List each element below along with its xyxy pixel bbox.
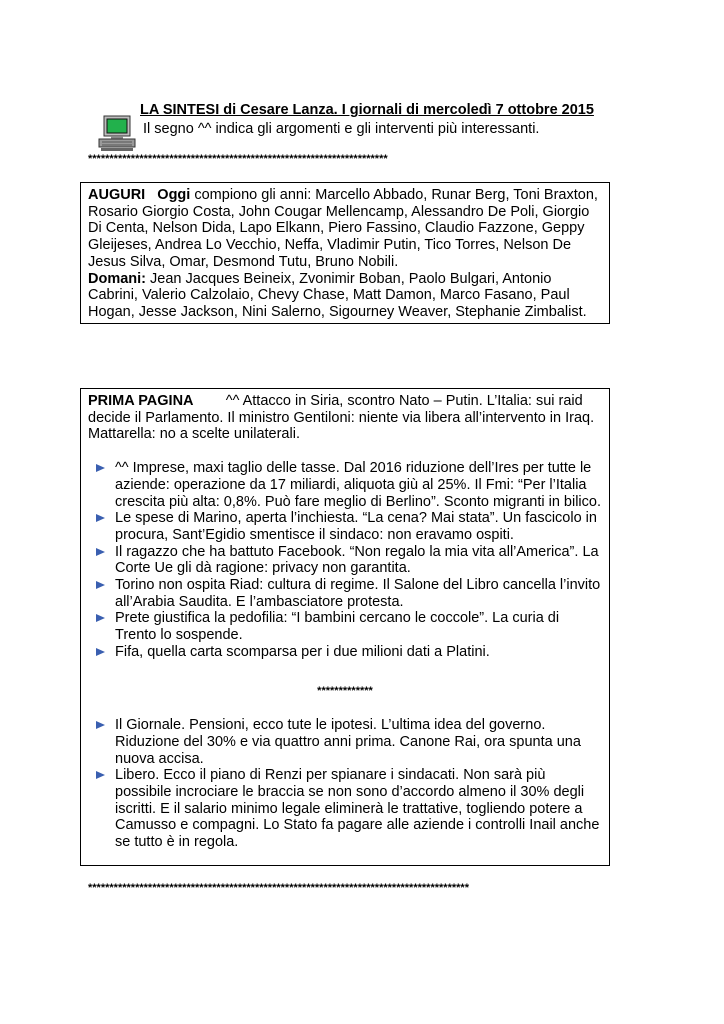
- arrow-bullet-icon: [96, 721, 105, 729]
- list-item: Libero. Ecco il piano di Renzi per spianare i sindacati. Non sarà più possibile incrociare le braccia se non sono d’accordo almeno il 30% degli iscritti. E il salario minimo legale eliminerà le trattative, togliendo potere a Camusso e compagni. Lo Stato fa pagare alle aziende i controlli Inail anche se tutto è in regola.: [88, 767, 602, 851]
- arrow-bullet-icon: [96, 648, 105, 656]
- list-item: Il Giornale. Pensioni, ecco tute le ipotesi. L’ultima idea del governo. Riduzione del 30% e via quattro anni prima. Canone Rai, ora spunta una nuova accisa.: [88, 717, 602, 767]
- arrow-bullet-icon: [96, 771, 105, 779]
- prima-pagina-label: PRIMA PAGINA: [88, 393, 194, 409]
- oggi-text: compiono gli anni: Marcello Abbado, Runar Berg, Toni Braxton, Rosario Giorgio Costa, John Cougar Mellencamp, Alessandro De Poli, Giorgio Di Centa, Nelson Dida, Lapo Elkann, Piero Fassino, Claudio Fazzone, Geppy Gleijeses, Andrea Lo Vecchio, Neffa, Vladimir Putin, Tico Torres, Nelson De Jesus Silva, Omar, Desmond Tutu, Bruno Nobili.: [88, 187, 598, 270]
- document-title: LA SINTESI di Cesare Lanza. I giornali di mercoledì 7 ottobre 2015: [140, 102, 594, 118]
- document-subtitle: Il segno ^^ indica gli argomenti e gli interventi più interessanti.: [143, 121, 540, 137]
- domani-label: Domani:: [88, 270, 146, 287]
- list-item: Le spese di Marino, aperta l’inchiesta. “La cena? Mai stata”. Un fascicolo in procura, Sant’Egidio smentisce il sindaco: non eravamo ospiti.: [88, 510, 602, 543]
- arrow-bullet-icon: [96, 514, 105, 522]
- arrow-bullet-icon: [96, 548, 105, 556]
- prima-pagina-intro-text: ^^ Attacco in Siria, scontro Nato – Putin. L’Italia: sui raid decide il Parlamento. Il ministro Gentiloni: niente via libera all’intervento in Iraq. Mattarella: no a scelte unilaterali.: [88, 393, 595, 443]
- computer-icon: [97, 114, 137, 154]
- news-list-2: [88, 717, 602, 851]
- list-item: Torino non ospita Riad: cultura di regime. Il Salone del Libro cancella l’invito all’Arabia Saudita. E l’ambasciatore protesta.: [88, 577, 602, 610]
- list-item: Fifa, quella carta scomparsa per i due milioni dati a Platini.: [88, 644, 602, 661]
- domani-text: Jean Jacques Beineix, Zvonimir Boban, Paolo Bulgari, Antonio Cabrini, Valerio Calzolaio, Chevy Chase, Matt Damon, Marco Fasano, Paul Hogan, Jesse Jackson, Nini Salerno, Sigourney Weaver, Stephanie Zimbalist.: [88, 270, 587, 320]
- prima-pagina-box: [80, 388, 610, 866]
- list-item: Il ragazzo che ha battuto Facebook. “Non regalo la mia vita all’America”. La Corte Ue gli dà ragione: privacy non garantita.: [88, 544, 602, 577]
- section-separator: *************: [317, 684, 373, 697]
- auguri-label: AUGURI: [88, 187, 146, 203]
- arrow-bullet-icon: [96, 581, 105, 589]
- arrow-bullet-icon: [96, 614, 105, 622]
- prima-pagina-intro: [88, 393, 602, 443]
- oggi-label: Oggi: [157, 187, 191, 203]
- separator-top: **********************************************************************: [88, 153, 388, 165]
- arrow-bullet-icon: [96, 464, 105, 472]
- separator-bottom: *****************************************************************************************: [88, 882, 469, 894]
- auguri-box: [80, 182, 610, 324]
- auguri-domani: [88, 271, 602, 321]
- auguri-oggi: [88, 187, 602, 271]
- list-item: Prete giustifica la pedofilia: “I bambini cercano le coccole”. La curia di Trento lo sospende.: [88, 610, 602, 643]
- news-list-1: [88, 460, 602, 660]
- list-item: ^^ Imprese, maxi taglio delle tasse. Dal 2016 riduzione dell’Ires per tutte le aziende: operazione da 17 miliardi, aliquota giù al 25%. Il Fmi: “Per l’Italia crescita più alta: 0,8%. Può fare meglio di Berlino”. Sconto migranti in bilico.: [88, 460, 602, 510]
